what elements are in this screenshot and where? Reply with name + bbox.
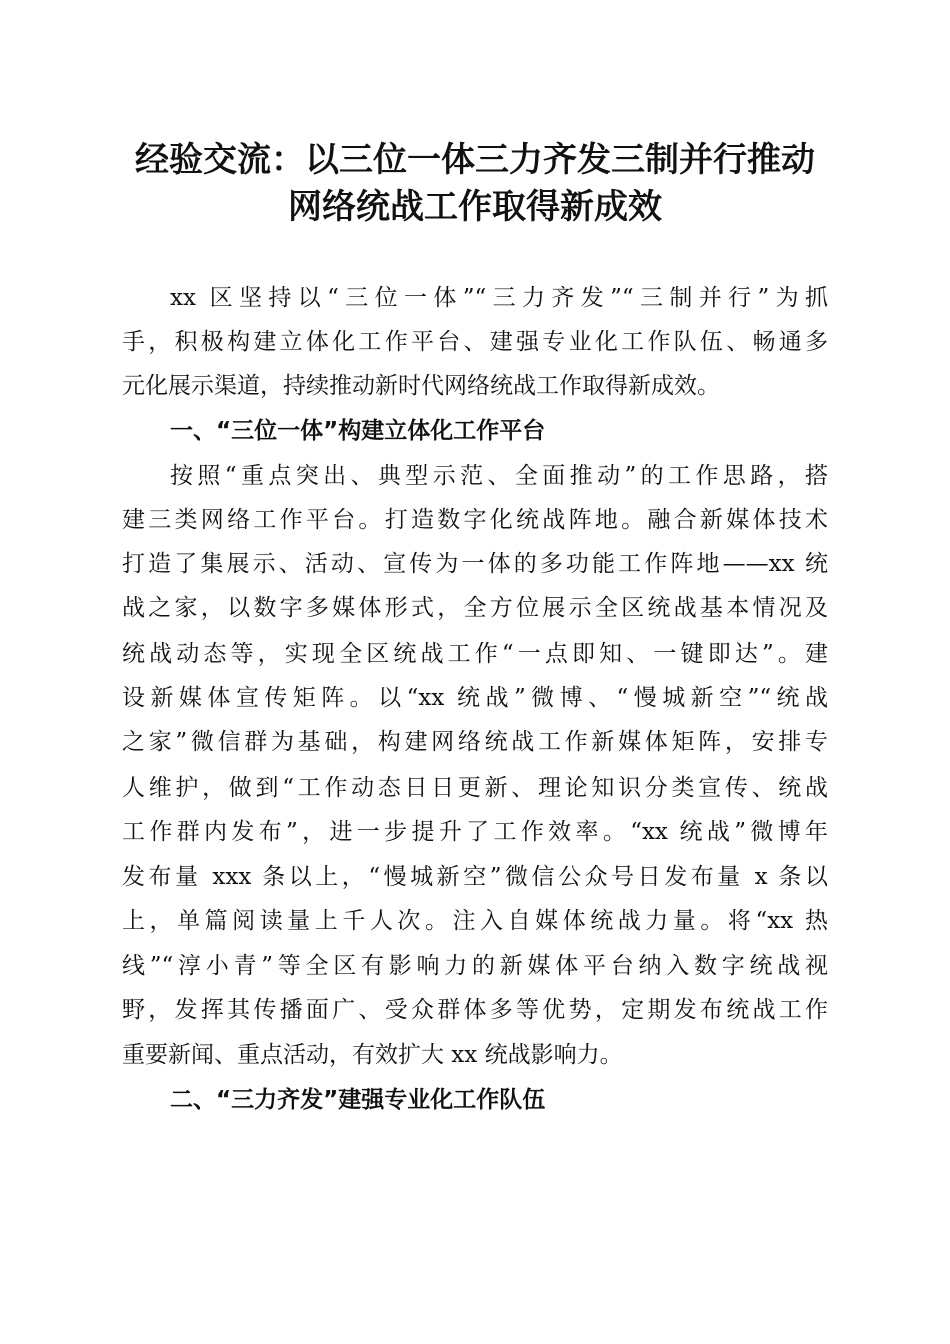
section-1-line-13: 野，发挥其传播面广、受众群体多等优势，定期发布统战工作 [122,997,828,1023]
section-1-line-14: 重要新闻、重点活动，有效扩大 xx 统战影响力。 [122,1042,623,1068]
section-1-line-2: 建三类网络工作平台。打造数字化统战阵地。融合新媒体技术 [122,507,828,533]
section-1-heading: 一、“三位一体”构建立体化工作平台 [170,418,546,444]
document-title-line-1: 经验交流：以三位一体三力齐发三制并行推动 [135,140,815,180]
section-1-line-9: 工作群内发布”，进一步提升了工作效率。“xx 统战”微博年 [122,819,828,845]
section-1-line-11: 上，单篇阅读量上千人次。注入自媒体统战力量。将“xx 热 [122,908,828,934]
section-1-line-10: 发布量 xxx 条以上，“慢城新空”微信公众号日发布量 x 条以 [122,864,828,890]
intro-line-3: 元化展示渠道，持续推动新时代网络统战工作取得新成效。 [122,373,720,399]
section-2-heading: 二、“三力齐发”建强专业化工作队伍 [170,1087,546,1113]
section-1-line-1: 按照“重点突出、典型示范、全面推动”的工作思路，搭 [170,463,828,489]
section-1-line-8: 人维护，做到“工作动态日日更新、理论知识分类宣传、统战 [122,775,828,801]
section-1-line-5: 统战动态等，实现全区统战工作“一点即知、一键即达”。建 [122,641,828,667]
section-1-line-6: 设新媒体宣传矩阵。以“xx 统战”微博、“慢城新空”“统战 [122,685,828,711]
section-1-line-12: 线”“淳小青”等全区有影响力的新媒体平台纳入数字统战视 [122,953,828,979]
intro-line-2: 手，积极构建立体化工作平台、建强专业化工作队伍、畅通多 [122,329,828,355]
intro-line-1: xx 区坚持以“三位一体”“三力齐发”“三制并行”为抓 [170,285,828,311]
section-1-line-4: 战之家，以数字多媒体形式，全方位展示全区统战基本情况及 [122,595,828,621]
section-1-line-7: 之家”微信群为基础，构建网络统战工作新媒体矩阵，安排专 [122,729,828,755]
section-1-line-3: 打造了集展示、活动、宣传为一体的多功能工作阵地——xx 统 [122,551,828,577]
document-title-line-2: 网络统战工作取得新成效 [288,187,662,227]
